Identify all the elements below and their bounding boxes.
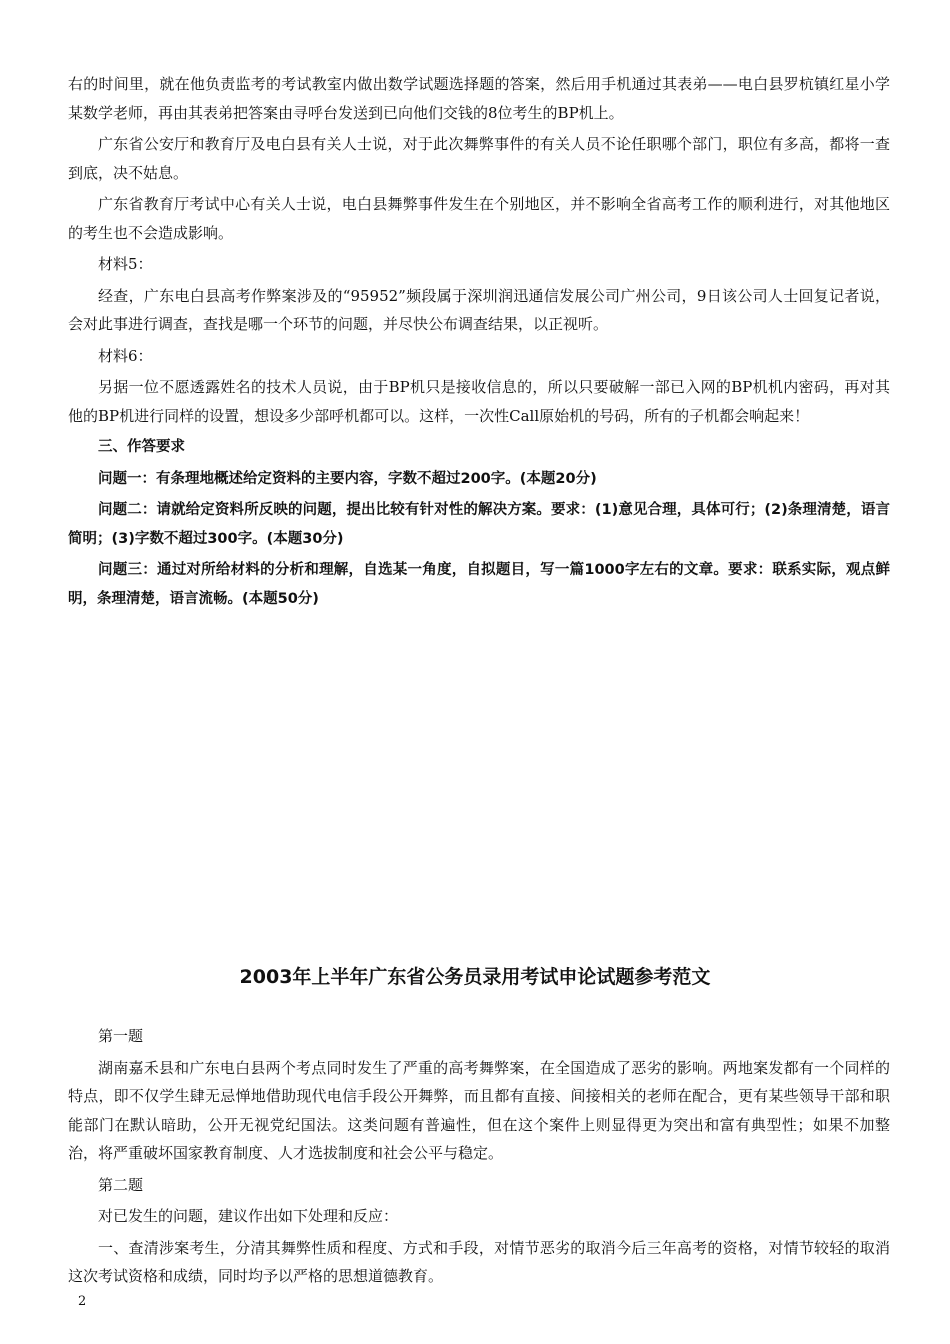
paragraph-exam-center: 广东省教育厅考试中心有关人士说，电白县舞弊事件发生在个别地区，并不影响全省高考工作的顺利进行，对其他地区的考生也不会造成影响。 xyxy=(68,195,890,242)
paragraph-material-6: 另据一位不愿透露姓名的技术人员说，由于BP机只是接收信息的，所以只要破解一部已入网的BP机机内密码，再对其他的BP机进行同样的设置，想设多少部呼机都可以。这样，一次性Call原始机的号码，所有的子机都会响起来！ xyxy=(68,378,890,425)
second-question-intro: 对已发生的问题，建议作出如下处理和反应： xyxy=(98,1207,399,1225)
essay-section xyxy=(68,1022,890,1291)
top-section xyxy=(68,70,890,613)
first-question-label: 第一题 xyxy=(98,1027,144,1045)
second-question-point-1: 一、查清涉案考生，分清其舞弊性质和程度、方式和手段，对情节恶劣的取消今后三年高考的资格，对情节较轻的取消这次考试资格和成绩，同时均予以严格的思想道德教育。 xyxy=(68,1238,890,1285)
question-2: 问题二：请就给定资料所反映的问题，提出比较有针对性的解决方案。要求：(1)意见合理，具体可行；(2)条理清楚，语言简明；(3)字数不超过300字。(本题30分) xyxy=(68,502,890,547)
page-number: 2 xyxy=(78,1294,87,1309)
first-question-answer: 湖南嘉禾县和广东电白县两个考点同时发生了严重的高考舞弊案，在全国造成了恶劣的影响。两地案发都有一个同样的特点，即不仅学生肆无忌惮地借助现代电信手段公开舞弊，而且都有直接、间接相关的老师在配合，更有某些领导干部和职能部门在默认暗助，公开无视党纪国法。这类问题有普遍性，但在这个案件上则显得更为突出和富有典型性；如果不加整治，将严重破坏国家教育制度、人才选拔制度和社会公平与稳定。 xyxy=(68,1058,890,1162)
material-6-label: 材料6： xyxy=(98,346,153,365)
essay-title: 2003年上半年广东省公务员录用考试申论试题参考范文 xyxy=(239,966,711,988)
second-question-label: 第二题 xyxy=(98,1175,144,1194)
paragraph-officials: 广东省公安厅和教育厅及电白县有关人士说，对于此次舞弊事件的有关人员不论任职哪个部门，职位有多高，都将一查到底，决不姑息。 xyxy=(68,135,890,182)
material-5-label: 材料5： xyxy=(98,255,153,273)
question-3: 问题三：通过对所给材料的分析和理解，自选某一角度，自拟题目，写一篇1000字左右的文章。要求：联系实际，观点鲜明，条理清楚，语言流畅。(本题50分) xyxy=(68,562,890,607)
paragraph-material-5: 经查，广东电白县高考作弊案涉及的“95952”频段属于深圳润迅通信发展公司广州公司，9日该公司人士回复记者说，会对此事进行调查，查找是哪一个环节的问题，并尽快公布调查结果，以正视听。 xyxy=(68,286,890,333)
section-heading-requirements: 三、作答要求 xyxy=(98,439,185,455)
question-1: 问题一：有条理地概述给定资料的主要内容，字数不超过200字。(本题20分) xyxy=(98,470,597,487)
paragraph-continuation: 右的时间里，就在他负责监考的考试教室内做出数学试题选择题的答案，然后用手机通过其表弟——电白县罗杭镇红星小学某数学老师，再由其表弟把答案由寻呼台发送到已向他们交钱的8位考生的BP机上。 xyxy=(68,75,890,122)
